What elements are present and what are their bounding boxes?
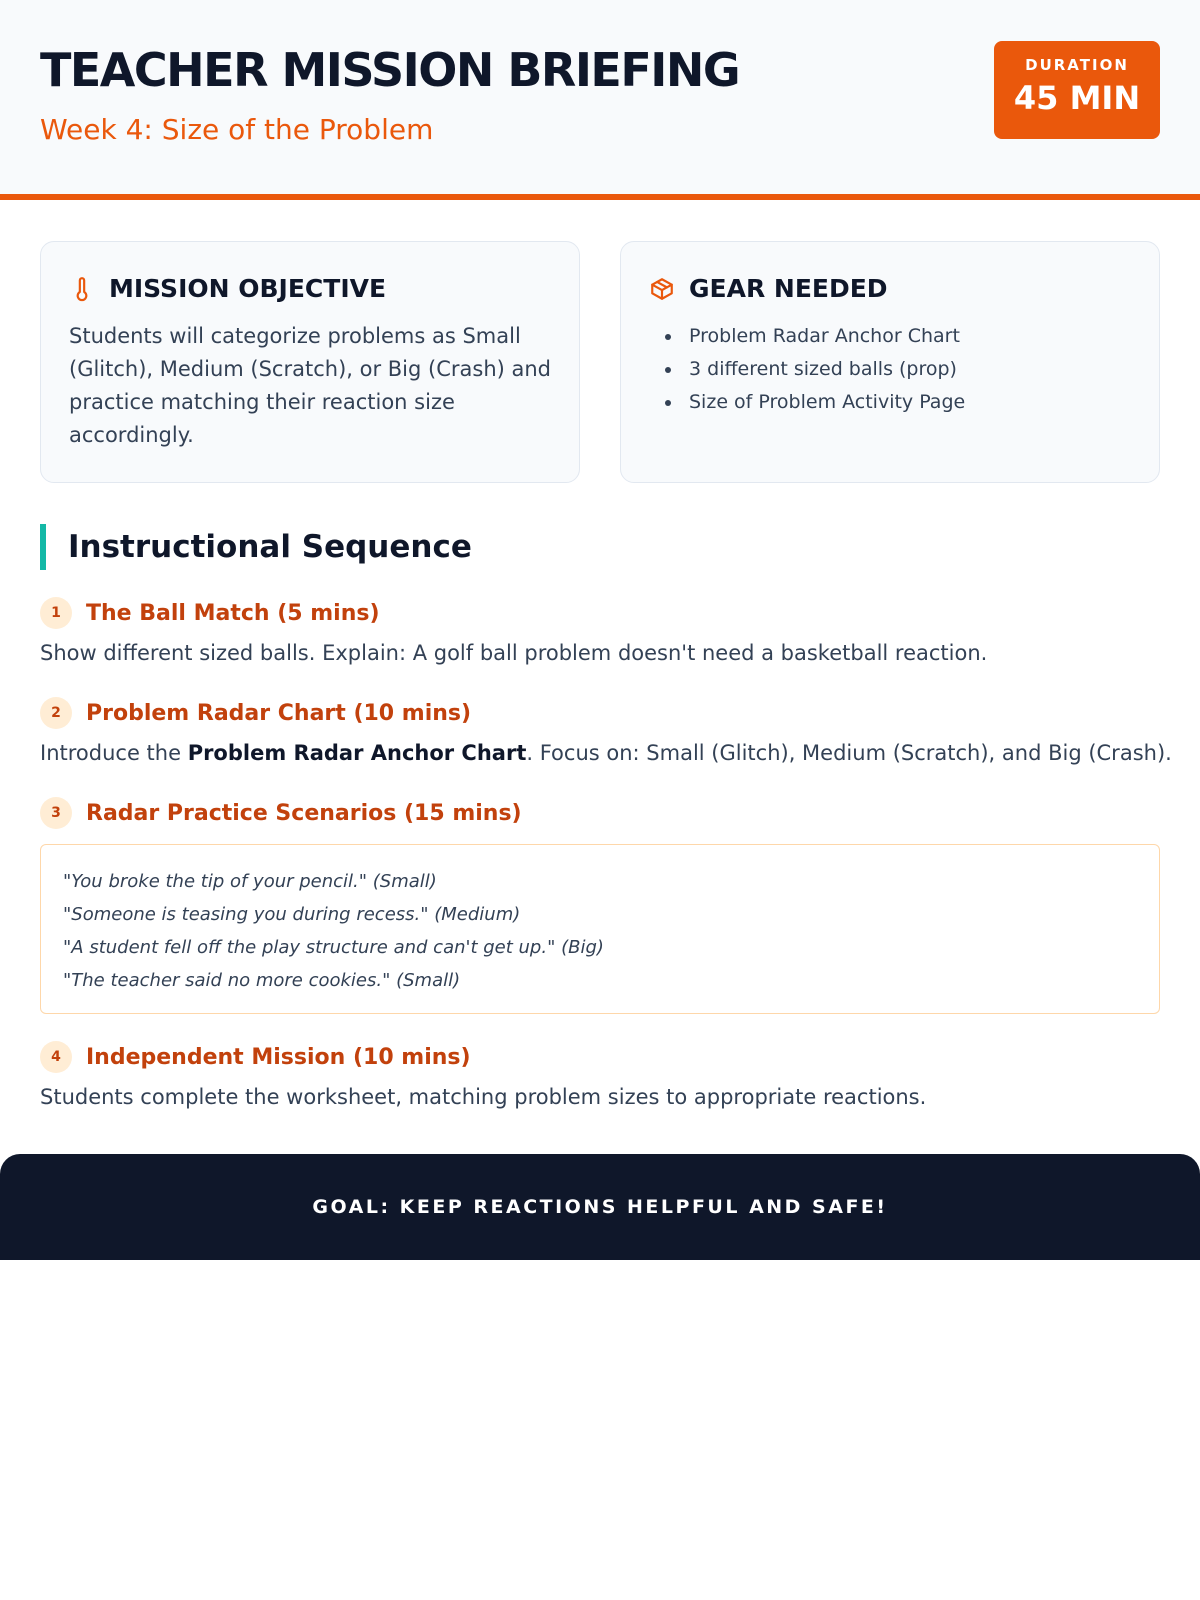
step-1 bbox=[40, 596, 1180, 668]
step-desc-bold: Problem Radar Anchor Chart bbox=[187, 741, 527, 765]
box-icon bbox=[649, 276, 675, 302]
step-desc-text: . Focus on: Small (Glitch), Medium (Scratch), and Big (Crash). bbox=[526, 741, 1172, 765]
step-number-badge: 2 bbox=[40, 697, 72, 729]
scenario-item: "You broke the tip of your pencil." (Small) bbox=[63, 871, 437, 892]
sequence-title: Instructional Sequence bbox=[40, 524, 472, 570]
scenario-item: "The teacher said no more cookies." (Small) bbox=[63, 970, 461, 991]
step-2 bbox=[40, 696, 1180, 768]
step-title: Problem Radar Chart (10 mins) bbox=[86, 700, 472, 726]
step-3 bbox=[40, 796, 1180, 830]
scenario-item: "A student fell off the play structure and can't get up." (Big) bbox=[63, 937, 604, 958]
objective-card bbox=[40, 241, 580, 483]
objective-title: MISSION OBJECTIVE bbox=[109, 274, 387, 303]
step-title: Independent Mission (10 mins) bbox=[86, 1044, 471, 1070]
duration-label: DURATION bbox=[1025, 56, 1129, 74]
gear-card bbox=[620, 241, 1160, 483]
step-number-badge: 1 bbox=[40, 597, 72, 629]
page-subtitle: Week 4: Size of the Problem bbox=[40, 113, 434, 146]
step-desc-text: Introduce the bbox=[40, 741, 188, 765]
step-number-badge: 4 bbox=[40, 1041, 72, 1073]
scenario-box bbox=[40, 844, 1160, 1014]
page-title: TEACHER MISSION BRIEFING bbox=[40, 43, 740, 97]
scenario-item: "Someone is teasing you during recess." (Medium) bbox=[63, 904, 521, 925]
duration-badge bbox=[994, 41, 1160, 139]
step-number-badge: 3 bbox=[40, 797, 72, 829]
gear-title: GEAR NEEDED bbox=[689, 274, 888, 303]
duration-value: 45 MIN bbox=[1013, 79, 1141, 117]
gear-list bbox=[663, 320, 965, 419]
step-description: Students complete the worksheet, matching problem sizes to appropriate reactions. bbox=[40, 1085, 927, 1109]
step-title: Radar Practice Scenarios (15 mins) bbox=[86, 800, 522, 826]
step-description bbox=[40, 738, 1180, 768]
objective-text: Students will categorize problems as Small (Glitch), Medium (Scratch), or Big (Crash) and practice matching their reaction size accordingly. bbox=[69, 324, 552, 447]
step-title: The Ball Match (5 mins) bbox=[86, 600, 380, 626]
gear-item: • Size of Problem Activity Page bbox=[683, 386, 965, 419]
gear-item: • 3 different sized balls (prop) bbox=[683, 353, 965, 386]
objective-header bbox=[69, 274, 386, 304]
gear-header bbox=[649, 274, 888, 304]
step-description: Show different sized balls. Explain: A golf ball problem doesn't need a basketball reaction. bbox=[40, 641, 988, 665]
gear-item: • Problem Radar Anchor Chart bbox=[683, 320, 965, 353]
goal-footer: GOAL: KEEP REACTIONS HELPFUL AND SAFE! bbox=[0, 1154, 1200, 1260]
thermometer-icon bbox=[69, 276, 95, 302]
header bbox=[0, 0, 1200, 200]
step-4 bbox=[40, 1040, 1180, 1112]
